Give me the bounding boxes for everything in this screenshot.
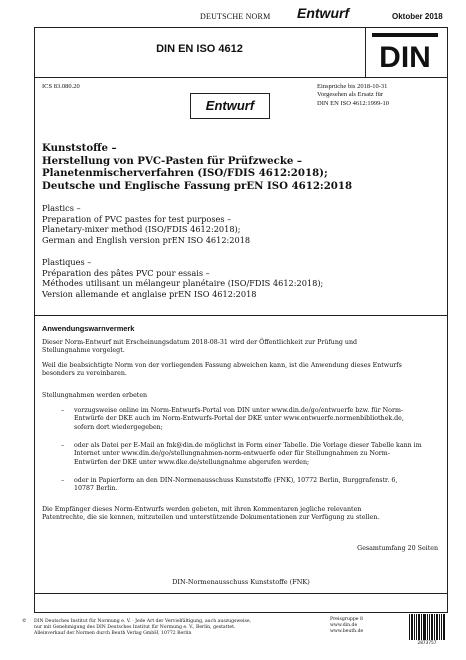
- title-english-line: Plastics –: [42, 203, 81, 213]
- issue-date: Oktober 2018: [392, 12, 443, 21]
- title-french: [42, 257, 442, 299]
- price-info: [330, 617, 405, 635]
- committee-name: DIN-Normenausschuss Kunststoffe (FNK): [172, 578, 310, 586]
- barcode-number: 2873757: [417, 641, 437, 646]
- title-english-line: Preparation of PVC pastes for test purposes –: [42, 213, 232, 224]
- title-french-line: Préparation des pâtes PVC pour essais –: [42, 267, 210, 278]
- title-english-line: Planetary-mixer method (ISO/FDIS 4612:2018);: [42, 224, 241, 234]
- bullet-email: – oder als Datei per E-Mail an fnk@din.de möglichst in Form einer Tabelle. Die Vorlage dieser Tabelle kann im Internet unter www.din.de/go/stellungnahmen-norm-entwuerfe oder für Stellungnahmen zu Norm- Entwürfen der DKE unter www.dke.de/stellungnahme abgerufen werden;: [61, 442, 422, 466]
- bullet-dash: –: [61, 477, 65, 484]
- title-german-line: Herstellung von PVC-Pasten für Prüfzwecke –: [42, 154, 302, 167]
- barcode-icon: [408, 614, 446, 640]
- title-german-line: Planetenmischerverfahren (ISO/FDIS 4612:2018);: [42, 167, 328, 179]
- ics-code: ICS 83.080.20: [42, 83, 80, 90]
- draft-box: Entwurf: [190, 93, 270, 119]
- title-english: [42, 203, 442, 245]
- bullet-online-portal: – vorzugsweise online im Norm-Entwurfs-Portal von DIN unter www.din.de/go/entwuerfe bzw. für Norm- Entwürfe der DKE auch im Norm-Entwurfs-Portal der DKE unter www.entwuerfe.normenbibliothek.de, sofern dort wiedergegeben;: [61, 407, 404, 431]
- objection-line: Einsprüche bis 2018-10-31: [317, 83, 388, 90]
- title-french-line: Version allemande et anglaise prEN ISO 4612:2018: [42, 288, 257, 299]
- warning-title: Anwendungswarnvermerk: [34, 315, 448, 333]
- footer-divider: [34, 593, 448, 594]
- warning-paragraph-deviation: Weil die beabsichtigte Norm von der vorliegenden Fassung abweichen kann, ist die Anwendung dieses Entwurfs besonders zu vereinbaren.: [42, 362, 402, 378]
- din-logo: [372, 33, 438, 71]
- objection-line: Vorgesehen als Ersatz für: [317, 91, 384, 99]
- comments-requested-text: Stellungnahmen werden erbeten: [42, 392, 148, 399]
- warning-paragraph-publication: Dieser Norm-Entwurf mit Erscheinungsdatum 2018-08-31 wird der Öffentlichkeit zur Prüfung und Stellungnahme vorgelegt.: [42, 339, 358, 355]
- price-group: Preisgruppe 8: [330, 617, 363, 622]
- title-french-line: Méthodes utilisant un mélangeur planétaire (ISO/FDIS 4612:2018);: [42, 278, 324, 288]
- din-url: www.din.de: [330, 623, 358, 628]
- din-logo-text: DIN: [379, 41, 431, 71]
- title-divider: [34, 77, 448, 78]
- objection-info: [317, 83, 442, 108]
- copyright-symbol: ©: [22, 619, 27, 624]
- patent-rights-paragraph: Die Empfänger dieses Norm-Entwurfs werden gebeten, mit ihren Kommentaren jegliche relevanten Patentrechte, die sie kennen, mitzuteilen und unterstützende Dokumentationen zur Verfügung zu stellen.: [42, 506, 380, 522]
- objection-line: DIN EN ISO 4612:1999-10: [317, 99, 390, 107]
- title-german: [42, 142, 442, 192]
- bullet-dash: –: [61, 407, 65, 414]
- title-german-line: Deutsche und Englische Fassung prEN ISO 4612:2018: [42, 179, 353, 192]
- beuth-url: www.beuth.de: [330, 629, 364, 634]
- draft-header-label: Entwurf: [297, 5, 350, 21]
- bullet-dash: –: [61, 442, 65, 449]
- title-german-line: Kunststoffe –: [42, 142, 117, 154]
- title-french-line: Plastiques –: [42, 257, 92, 267]
- total-pages: Gesamtumfang 20 Seiten: [357, 545, 438, 552]
- title-english-line: German and English version prEN ISO 4612:2018: [42, 234, 251, 245]
- bullet-paper: – oder in Papierform an den DIN-Normenausschuss Kunststoffe (FNK), 10772 Berlin, Burggrafenstr. 6, 10787 Berlin.: [61, 477, 398, 493]
- logo-divider: [365, 27, 366, 77]
- document-number: DIN EN ISO 4612: [156, 43, 243, 55]
- standard-type-label: DEUTSCHE NORM: [200, 12, 271, 21]
